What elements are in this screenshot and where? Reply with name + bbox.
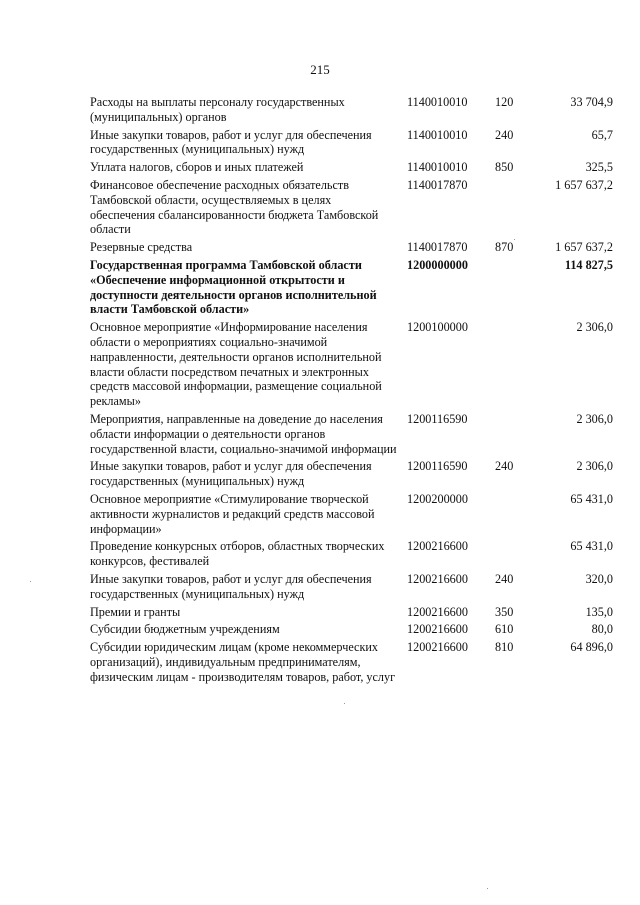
scan-speck	[487, 888, 488, 889]
row-sum: 320,0	[585, 571, 613, 586]
row-type: 870	[495, 240, 514, 255]
row-name: Финансовое обеспечение расходных обязательств Тамбовской области, осуществляемых в целях обеспечения сбалансированности бюджета Тамбовской области	[90, 177, 379, 237]
row-code: 1200216600	[407, 604, 468, 619]
table-row	[90, 95, 613, 128]
row-code: 1200200000	[407, 491, 468, 506]
row-name: Основное мероприятие «Информирование населения области о мероприятиях социально-значимой направленности, деятельности органов исполнительной власти области посредством печатных и электронных средств массовой информации, размещение социальной рекламы»	[90, 320, 382, 409]
row-name: Субсидии бюджетным учреждениям	[90, 622, 280, 637]
scan-speck	[344, 703, 345, 704]
row-type	[495, 258, 535, 320]
row-type: 610	[495, 622, 514, 637]
table-row	[90, 605, 613, 623]
row-code: 1200000000	[407, 257, 468, 272]
row-type	[495, 178, 535, 240]
row-type: 120	[495, 95, 514, 109]
row-type: 240	[495, 127, 514, 142]
table-row	[90, 320, 613, 412]
row-code: 1200216600	[407, 571, 468, 586]
table-row	[90, 160, 613, 178]
row-sum: 65 431,0	[570, 491, 613, 506]
row-sum: 80,0	[591, 622, 613, 637]
row-code: 1200216600	[407, 622, 468, 637]
row-code: 1140017870	[407, 240, 468, 255]
row-name: Мероприятия, направленные на доведение до населения области информации о деятельности органов государственной власти, социально-значимой информации	[90, 411, 397, 456]
row-name: Проведение конкурсных отборов, областных творческих конкурсов, фестивалей	[90, 539, 385, 569]
row-sum: 114 827,5	[564, 257, 613, 272]
row-type	[495, 412, 535, 459]
row-name: Премии и гранты	[90, 604, 181, 619]
row-type: 810	[495, 640, 514, 655]
row-name: Иные закупки товаров, работ и услуг для обеспечения государственных (муниципальных) нужд	[90, 571, 372, 601]
row-type: 350	[495, 604, 514, 619]
scan-speck	[30, 581, 31, 582]
row-code: 1200116590	[407, 459, 468, 474]
table-row	[90, 258, 613, 320]
row-name: Субсидии юридическим лицам (кроме некоммерческих организаций), индивидуальным предпринимателям, физическим лицам - производителям товаров, работ, услуг	[90, 640, 396, 684]
table-row	[90, 640, 613, 687]
table-row	[90, 539, 613, 572]
row-type: 240	[495, 571, 514, 586]
row-code: 1200216600	[407, 539, 468, 554]
row-sum: 1 657 637,2	[555, 240, 613, 255]
row-code: 1200100000	[407, 320, 468, 335]
row-name: Расходы на выплаты персоналу государственных (муниципальных) органов	[90, 95, 345, 124]
row-sum: 325,5	[585, 160, 613, 175]
row-name: Уплата налогов, сборов и иных платежей	[90, 160, 304, 175]
row-type	[495, 320, 535, 412]
row-sum: 2 306,0	[576, 411, 613, 426]
table-row	[90, 459, 613, 492]
table-row	[90, 412, 613, 459]
row-type	[495, 492, 535, 539]
table-row	[90, 240, 613, 258]
row-type	[495, 539, 535, 572]
row-name: Основное мероприятие «Стимулирование творческой активности журналистов и редакций средств массовой информации»	[90, 491, 375, 536]
row-code: 1140017870	[407, 177, 468, 192]
row-code: 1200116590	[407, 411, 468, 426]
row-sum: 64 896,0	[570, 640, 613, 655]
scan-speck	[514, 239, 515, 240]
row-sum: 33 704,9	[570, 95, 613, 109]
row-type: 850	[495, 160, 514, 175]
row-sum: 2 306,0	[576, 320, 613, 335]
row-code: 1140010010	[407, 160, 468, 175]
row-sum: 1 657 637,2	[555, 177, 613, 192]
row-code: 1140010010	[407, 127, 468, 142]
table-row	[90, 572, 613, 605]
page-number: 215	[310, 62, 330, 77]
row-sum: 65 431,0	[570, 539, 613, 554]
table-row	[90, 178, 613, 240]
row-name: Иные закупки товаров, работ и услуг для обеспечения государственных (муниципальных) нужд	[90, 459, 372, 489]
row-type: 240	[495, 459, 514, 474]
table-row	[90, 492, 613, 539]
table-row	[90, 128, 613, 161]
row-name: Иные закупки товаров, работ и услуг для обеспечения государственных (муниципальных) нужд	[90, 127, 372, 157]
row-code: 1140010010	[407, 95, 468, 109]
row-sum: 2 306,0	[576, 459, 613, 474]
table-row	[90, 622, 613, 640]
row-name: Резервные средства	[90, 240, 193, 255]
row-name: Государственная программа Тамбовской области «Обеспечение информационной открытости и доступности деятельности органов исполнительной власти Тамбовской области»	[90, 257, 377, 317]
row-code: 1200216600	[407, 640, 468, 655]
budget-table	[90, 95, 613, 687]
row-sum: 135,0	[585, 604, 613, 619]
row-sum: 65,7	[591, 127, 613, 142]
